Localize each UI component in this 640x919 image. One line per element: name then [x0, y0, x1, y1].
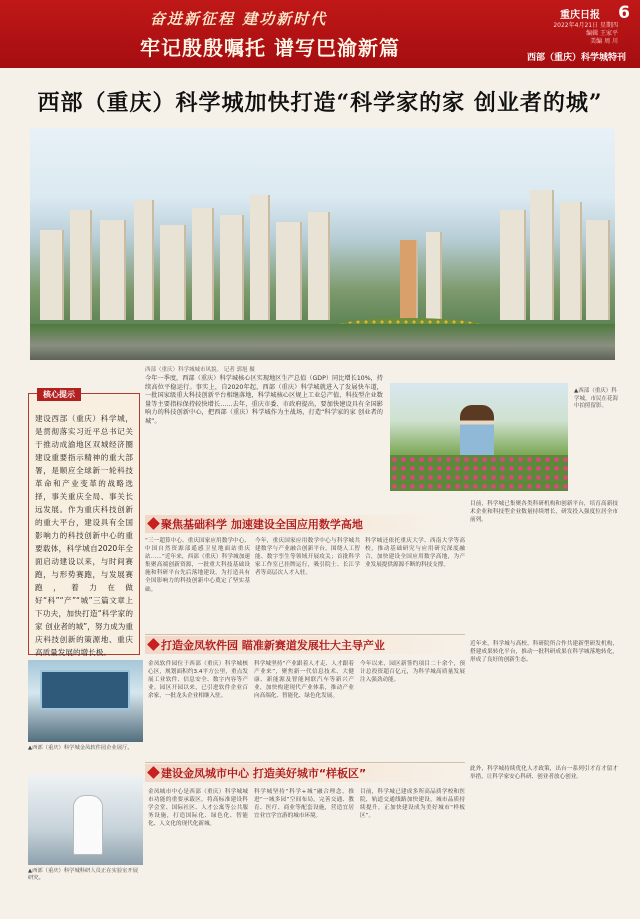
building [100, 220, 126, 320]
right-col-3: 此外，科学城持续优化人才政策，出台一系列引才育才留才举措，让科学家安心科研、创业者放心创业。 [470, 766, 618, 781]
building [70, 210, 92, 320]
building [160, 225, 186, 320]
flower-photo-caption: ▲西部（重庆）科学城，市民在花海中拍照留影。 [574, 388, 619, 409]
display-screen [40, 670, 130, 710]
section-title-2: 打造金凤软件园 瞄准新赛道发展壮大主导产业 [161, 639, 385, 652]
section-title-1: 聚焦基础科学 加速建设全国应用数学高地 [161, 518, 363, 531]
section-2-col-2: 科学城坚持“产业跟着人才走、人才跟着产业来”，聚焦新一代信息技术、大健康、新能源及智能网联汽车等新兴产业，加快构建现代产业体系，推动产业向高端化、智能化、绿色化发展。 [254, 661, 354, 700]
researcher-figure [73, 795, 103, 855]
building [40, 230, 64, 320]
diamond-icon [147, 638, 160, 651]
section-3-col-2: 科学城坚持“科学+城”融合理念，推进“一城多园”空间布局，完善交通、教育、医疗、商业等配套设施，营造宜居宜业宜学宜游的城市环境。 [254, 789, 354, 820]
issue-date: 2022年4月21日 星期四 [553, 22, 618, 29]
issue-editor: 编辑 王家平 [586, 30, 618, 37]
building [250, 195, 270, 320]
diamond-icon [147, 766, 160, 779]
software-park-caption: ▲西部（重庆）科学城金凤软件园企业展厅。 [28, 745, 133, 751]
core-tips-box [28, 390, 140, 657]
road [30, 324, 615, 360]
section-1-col-2: 今年，重庆国家应用数学中心与科学城共建数学与产业融合创新平台，围绕人工智能、数字孪生等领域开展攻关；首批科学家工作室已挂牌运行，吸引院士、长江学者等高层次人才入驻。 [255, 538, 360, 577]
building [400, 240, 418, 320]
issue-info [553, 22, 618, 46]
section-2-col-3: 今年以来，园区新签约项目二十余个，预计总投资超百亿元，为科学城高质量发展注入强劲动能。 [360, 661, 465, 684]
flower-bush [390, 455, 568, 491]
page-headline: 西部（重庆）科学城加快打造“科学家的家 创业者的城” [37, 90, 603, 116]
building [586, 220, 610, 320]
flower-photo [390, 383, 568, 491]
right-col-2: 近年来，科学城与高校、科研院所合作共建新型研发机构，搭建成果转化平台，推动一批科研成果在科学城落地转化，形成了良好的创新生态。 [470, 641, 618, 664]
core-tips-text: 建设西部（重庆）科学城，是贯彻落实习近平总书记关于推动成渝地区双城经济圈建设重要指示精神的重大部署，是顺应全球新一轮科技革命和产业变革的战略选择，事关重庆全局、事关长远发展。作为重庆科技创新的重大平台，建设具有全国影响力的科技创新中心的重要载体，科学城自2020年全面启动建设以来，与时间赛跑，与形势赛跑，与发展赛跑，着力在做好“科”“产”“城”三篇文章上下功夫，加快打造“科学家的家 创业者的城”，努力成为重庆科技创新的策源地、重庆高质量发展的增长极。 [35, 414, 133, 657]
page-number: 6 [618, 3, 630, 23]
banner-subtitle: 西部（重庆）科学城特刊 [526, 53, 626, 63]
section-heading-2 [145, 636, 465, 654]
banner-title: 牢记殷殷嘱托 谱写巴渝新篇 [140, 36, 400, 60]
section-2-col-1: 金凤软件园位于西部（重庆）科学城核心区，规划面积约3.4平方公里，重点发展工业软件、信息安全、数字内容等产业。园区开园以来，已引进软件企业百余家，一批龙头企业相继入驻。 [148, 661, 248, 700]
diamond-icon [147, 517, 160, 530]
core-tips-tag: 核心提示 [37, 388, 81, 401]
building [560, 202, 582, 320]
section-3-col-1: 金凤城市中心是西部（重庆）科学城城市功能的重要承载区，将高标准建设科学会堂、国际社区、人才公寓等公共服务设施，打造国际化、绿色化、智能化、人文化的现代化新城。 [148, 789, 248, 828]
divider [145, 634, 465, 635]
banner-slogan: 奋进新征程 建功新时代 [150, 10, 328, 28]
hero-caption: 西部（重庆）科学城城市风貌。 记者 郭旭 摄 [145, 367, 255, 373]
hero-photo [30, 128, 615, 360]
lab-caption: ▲西部（重庆）科学城科研人员正在实验室开展研究。 [28, 868, 139, 882]
building [220, 215, 244, 320]
issue-designer: 美编 周 川 [590, 38, 618, 45]
building [276, 222, 302, 320]
lab-photo [28, 775, 143, 865]
building [192, 208, 214, 320]
paper-name: 重庆日报 [560, 10, 600, 21]
section-3-col-3: 目前，科学城已建成多所高品质学校和医院，轨道交通线路加快建设，城市品质持续提升，正加快建设成为美好城市“样板区”。 [360, 789, 465, 820]
masthead-banner [0, 0, 640, 68]
building [530, 190, 554, 320]
section-1-col-3: 科学城还依托重庆大学、西南大学等高校，推动基础研究与应用研究深度融合，加快建设全国应用数学高地，为产业发展提供源源不断的科技支撑。 [365, 538, 465, 569]
section-title-3: 建设金凤城市中心 打造美好城市“样板区” [161, 767, 367, 780]
lead-paragraph: 今年一季度，西部（重庆）科学城核心区实现地区生产总值（GDP）同比增长10%，持续高位平稳运行。事实上，自2020年起，西部（重庆）科学城就进入了发展快车道，一批国家级重大科技创新平台相继落地，科学城核心区规上工业总产值、科技型企业数量等主要指标保持较快增长……去年，重庆市委、市政府提出，要加快建设具有全国影响力的科技创新中心，把西部（重庆）科学城作为主战场，打造“科学家的家 创业者的城”。 [145, 375, 383, 425]
section-1-col-1: “三一超算中心、重庆国家应用数学中心、中国自然资源部遥感卫星地面站重庆站……”近年来，西部（重庆）科学城加速集聚高端创新资源，一批重大科技基础设施和科研平台先后落地建设，为打造具有全国影响力的科技创新中心奠定了坚实基础。 [145, 538, 250, 593]
building [426, 232, 442, 320]
building [134, 200, 154, 320]
section-heading-3 [145, 764, 465, 782]
divider [145, 762, 465, 763]
software-park-photo [28, 660, 143, 742]
building [500, 210, 526, 320]
right-col-1: 目前，科学城已集聚各类科研机构和创新平台，培育高新技术企业和科技型企业数量持续增长，研发投入强度位居全市前列。 [470, 501, 618, 524]
building [308, 212, 330, 320]
section-heading-1 [145, 515, 445, 533]
